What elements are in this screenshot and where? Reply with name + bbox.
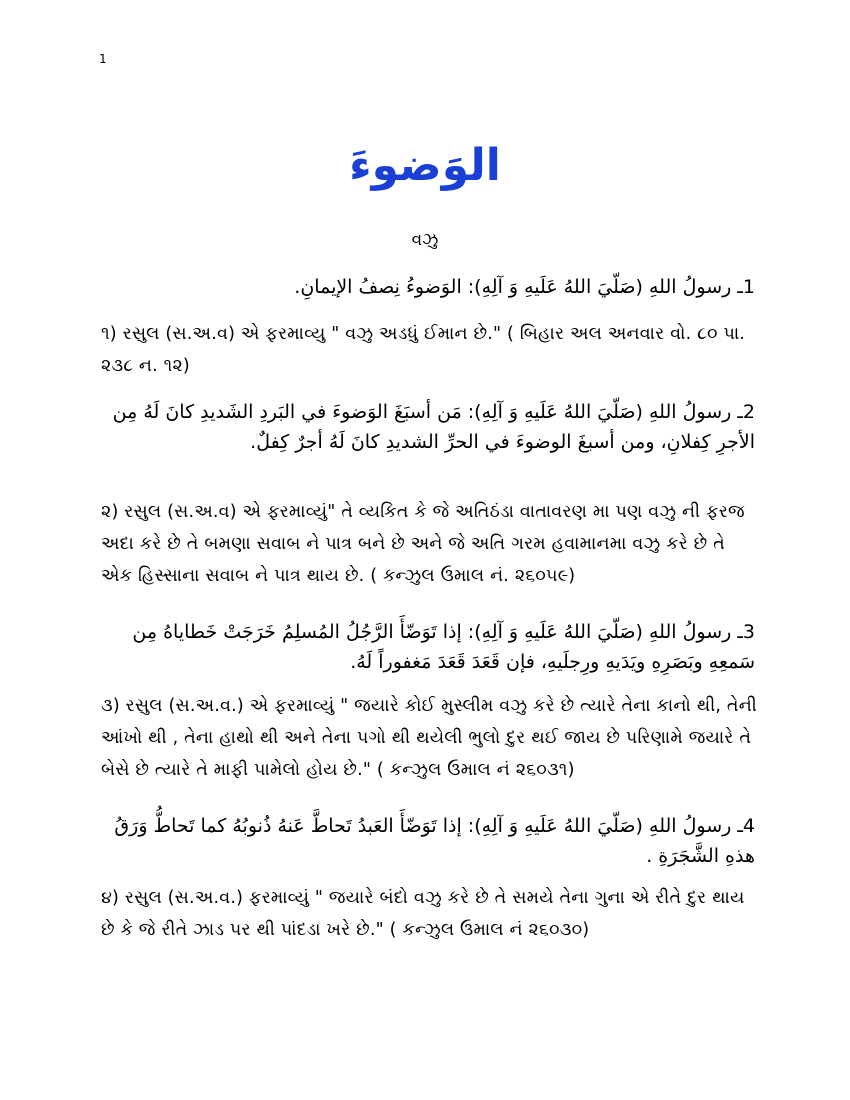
hadith-3-arabic: 3ـ رسولُ اللهِ (صَلّيَ اللهُ عَلَيهِ وَ آلِهِ): إذا تَوَضّأَ الرَّجُلُ المُسلِمُ خَرَجَتْ خَطاياهُ مِن سَمعِهِ وبَصَرِهِ ويَدَيهِ ورِجلَيهِ، فإن قَعَدَ قَعَدَ مَغفوراً لَهُ. xyxy=(132,621,755,673)
page-subtitle: વઝુ xyxy=(411,230,439,250)
hadith-1-gujarati: ૧) રસુલ (સ.અ.વ) એ ફરમાવ્યુ " વઝુ અડધું ઈમાન છે." ( બિહાર અલ અનવાર વો. ૮૦ પા. ૨૩૮ ન. ૧૨) xyxy=(101,324,746,376)
page-title: الوَضوءَ xyxy=(349,140,501,191)
hadith-4-arabic: 4ـ رسولُ اللهِ (صَلّيَ اللهُ عَلَيهِ وَ آلِهِ): إذا تَوَضّأَ العَبدُ تَحاطَّ عَنهُ ذُنوبُهُ كما تَحاطُّ وَرَقُ هذهِ الشَّجَرَةِ . xyxy=(114,815,755,867)
hadith-2-arabic: 2ـ رسولُ اللهِ (صَلّيَ اللهُ عَلَيهِ وَ آلِهِ): مَن أسبَغَ الوَضوءَ في البَردِ الشَديدِ كانَ لَهُ مِن الأجرِ كِفلانِ، ومن أسبغَ الوضوءَ في الحرِّ الشديدِ كانَ لَهُ أجرٌ كِفلٌ. xyxy=(112,401,755,453)
hadith-4-gujarati: ૪) રસુલ (સ.અ.વ.) ફરમાવ્યું " જયારે બંદો વઝુ કરે છે તે સમયે તેના ગુના એ રીતે દુર થાય છે કે જે રીતે ઝાડ પર થી પાંદડા ખરે છે." ( કન્ઝુલ ઉમાલ નં ૨૬૦૩૦) xyxy=(101,888,745,940)
page-number: 1 xyxy=(99,52,107,66)
hadith-2-gujarati: ૨) રસુલ (સ.અ.વ) એ ફરમાવ્યું" તે વ્યકિત કે જે અતિઠંડા વાતાવરણ મા પણ વઝુ ની ફરજ અદા કરે છે તે બમણા સવાબ ને પાત્ર બને છે અને જે અતિ ગરમ હવામાનમા વઝુ કરે છે તે એક હિસ્સાના સવાબ ને પાત્ર થાય છે. ( કન્ઝુલ ઉમાલ નં. ૨૬૦૫૯) xyxy=(101,502,745,586)
hadith-3-gujarati: ૩) રસુલ (સ.અ.વ.) એ ફરમાવ્યું " જયારે કોઈ મુસ્લીમ વઝુ કરે છે ત્યારે તેના કાનો થી, તેની આંખો થી , તેના હાથો થી અને તેના પગો થી થયેલી ભુલો દુર થઈ જાય છે પરિણામે જયારે તે બેસે છે ત્યારે તે માફી પામેલો હોય છે." ( કન્ઝુલ ઉમાલ નં ૨૬૦૩૧) xyxy=(101,696,757,780)
hadith-1-arabic: 1ـ رسولُ اللهِ (صَلّيَ اللهُ عَلَيهِ وَ آلِهِ): الوَضوءُ نِصفُ الإيمانِ. xyxy=(294,276,755,298)
